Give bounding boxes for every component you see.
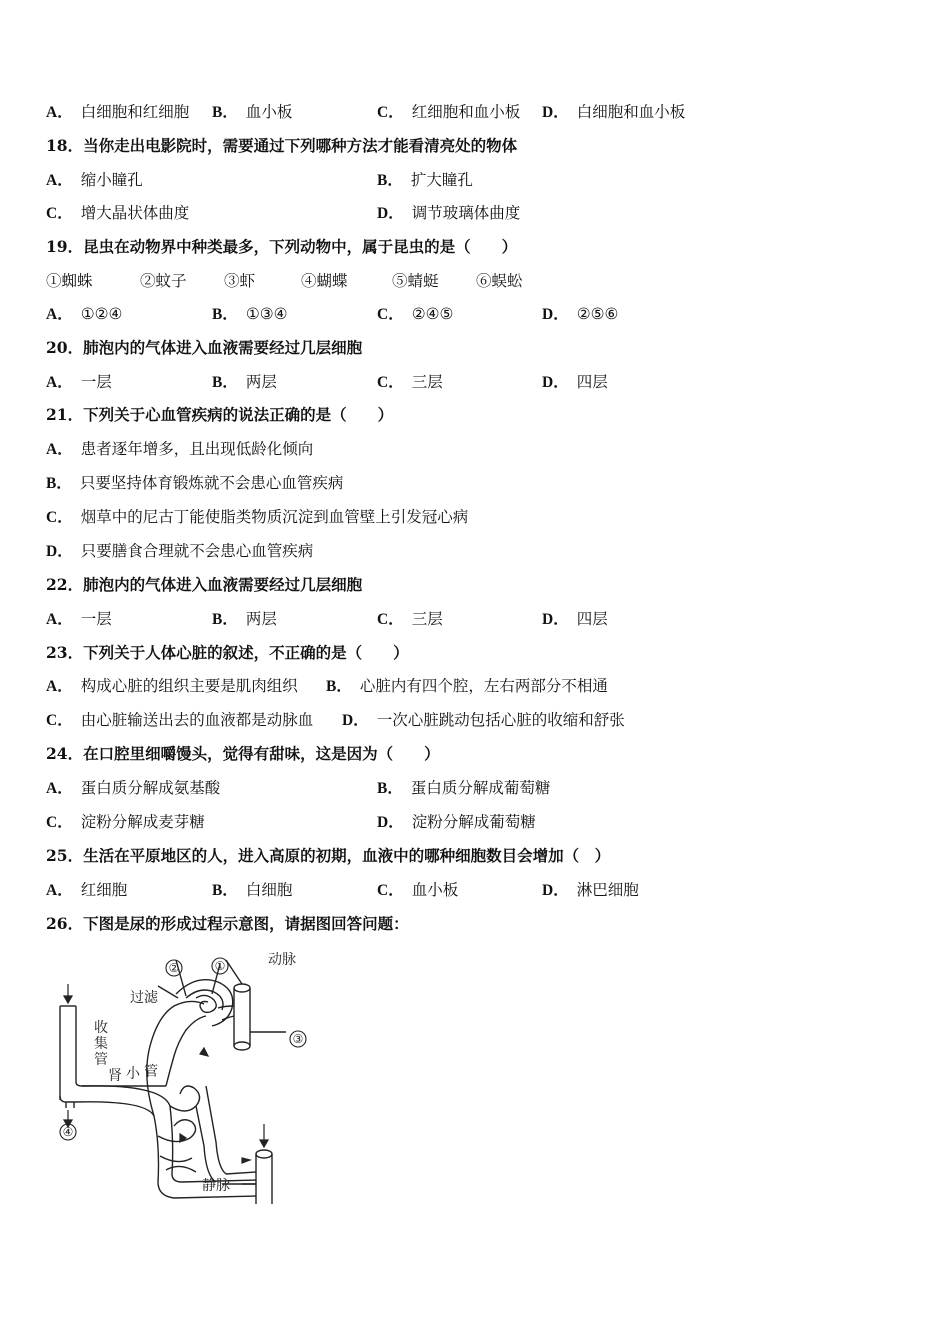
label-n3: ③ — [292, 1032, 304, 1046]
q20-option-b[interactable]: B． 两层 — [212, 373, 277, 391]
q18-option-b[interactable]: B． 扩大瞳孔 — [377, 171, 473, 189]
q19-item-3: ③虾 — [224, 272, 256, 290]
q20-option-c[interactable]: C． 三层 — [377, 373, 443, 391]
q22-option-b[interactable]: B． 两层 — [212, 610, 277, 628]
label-filter: 过滤 — [130, 990, 158, 1006]
q19-option-d[interactable]: D． ②⑤⑥ — [542, 305, 619, 323]
q24-stem: 24．在口腔里细嚼馒头，觉得有甜味，这是因为（ ） — [46, 744, 440, 763]
q25-stem: 25．生活在平原地区的人，进入高原的初期，血液中的哪种细胞数目会增加（ ） — [46, 846, 611, 865]
q22-stem: 22．肺泡内的气体进入血液需要经过几层细胞 — [46, 575, 363, 594]
label-tubule-1: 肾 — [108, 1068, 122, 1084]
q19-item-2: ②蚊子 — [140, 272, 187, 290]
q19-item-4: ④蝴蝶 — [301, 272, 348, 290]
label-n2: ② — [168, 961, 180, 975]
artery-vessel — [234, 988, 250, 1046]
q19-stem: 19．昆虫在动物界中种类最多，下列动物中，属于昆虫的是（ ） — [46, 237, 518, 256]
q18-option-d[interactable]: D． 调节玻璃体曲度 — [377, 204, 521, 222]
q20-stem: 20．肺泡内的气体进入血液需要经过几层细胞 — [46, 338, 363, 357]
q24-option-c[interactable]: C． 淀粉分解成麦芽糖 — [46, 813, 205, 831]
label-tubule-2: 小 — [126, 1066, 140, 1082]
q23-option-c[interactable]: C． 由心脏输送出去的血液都是动脉血 — [46, 711, 314, 729]
urine-formation-diagram — [46, 946, 336, 1208]
q22-option-d[interactable]: D． 四层 — [542, 610, 608, 628]
collecting-duct — [60, 1006, 166, 1102]
q23-option-d[interactable]: D． 一次心脏跳动包括心脏的收缩和舒张 — [342, 711, 625, 729]
q24-option-d[interactable]: D． 淀粉分解成葡萄糖 — [377, 813, 536, 831]
q24-option-a[interactable]: A． 蛋白质分解成氨基酸 — [46, 779, 221, 797]
q26-stem: 26．下图是尿的形成过程示意图，请据图回答问题： — [46, 914, 409, 933]
q23-option-a[interactable]: A． 构成心脏的组织主要是肌肉组织 — [46, 677, 298, 695]
q21-option-d[interactable]: D． 只要膳食合理就不会患心血管疾病 — [46, 542, 314, 560]
q23-option-b[interactable]: B． 心脏内有四个腔，左右两部分不相通 — [326, 677, 608, 695]
q21-option-a[interactable]: A． 患者逐年增多，且出现低龄化倾向 — [46, 440, 314, 458]
q24-option-b[interactable]: B． 蛋白质分解成葡萄糖 — [377, 779, 551, 797]
q25-option-c[interactable]: C． 血小板 — [377, 881, 459, 899]
q23-stem: 23．下列关于人体心脏的叙述，不正确的是（ ） — [46, 643, 409, 662]
q17-option-c[interactable]: C． 红细胞和血小板 — [377, 103, 521, 121]
label-vein: 静脉 — [202, 1178, 230, 1194]
glomerulus — [196, 995, 216, 1012]
q21-stem: 21．下列关于心血管疾病的说法正确的是（ ） — [46, 405, 394, 424]
q25-option-b[interactable]: B． 白细胞 — [212, 881, 293, 899]
q18-option-a[interactable]: A． 缩小瞳孔 — [46, 171, 143, 189]
label-artery: 动脉 — [268, 952, 296, 968]
q19-option-a[interactable]: A． ①②④ — [46, 305, 123, 323]
q21-option-c[interactable]: C． 烟草中的尼古丁能使脂类物质沉淀到血管壁上引发冠心病 — [46, 508, 469, 526]
q18-option-c[interactable]: C． 增大晶状体曲度 — [46, 204, 190, 222]
label-tubule-3: 管 — [144, 1064, 158, 1080]
label-n4: ④ — [62, 1125, 74, 1139]
q19-option-b[interactable]: B． ①③④ — [212, 305, 288, 323]
label-n1: ① — [214, 959, 226, 973]
q20-option-a[interactable]: A． 一层 — [46, 373, 112, 391]
vein-vessel — [256, 1154, 272, 1204]
label-collecting-3: 管 — [94, 1052, 108, 1068]
q19-item-6: ⑥蜈蚣 — [476, 272, 523, 290]
q19-item-1: ①蜘蛛 — [46, 272, 93, 290]
q25-option-d[interactable]: D． 淋巴细胞 — [542, 881, 639, 899]
label-collecting-2: 集 — [94, 1036, 108, 1052]
q17-option-d[interactable]: D． 白细胞和血小板 — [542, 103, 686, 121]
label-collecting-1: 收 — [94, 1020, 108, 1036]
q17-option-b[interactable]: B． 血小板 — [212, 103, 293, 121]
q19-option-c[interactable]: C． ②④⑤ — [377, 305, 454, 323]
q17-option-a[interactable]: A． 白细胞和红细胞 — [46, 103, 190, 121]
q25-option-a[interactable]: A． 红细胞 — [46, 881, 128, 899]
q20-option-d[interactable]: D． 四层 — [542, 373, 608, 391]
q22-option-a[interactable]: A． 一层 — [46, 610, 112, 628]
q21-option-b[interactable]: B． 只要坚持体育锻炼就不会患心血管疾病 — [46, 474, 344, 492]
q18-stem: 18．当你走出电影院时，需要通过下列哪种方法才能看清亮处的物体 — [46, 136, 518, 155]
q19-item-5: ⑤蜻蜓 — [392, 272, 439, 290]
q22-option-c[interactable]: C． 三层 — [377, 610, 443, 628]
